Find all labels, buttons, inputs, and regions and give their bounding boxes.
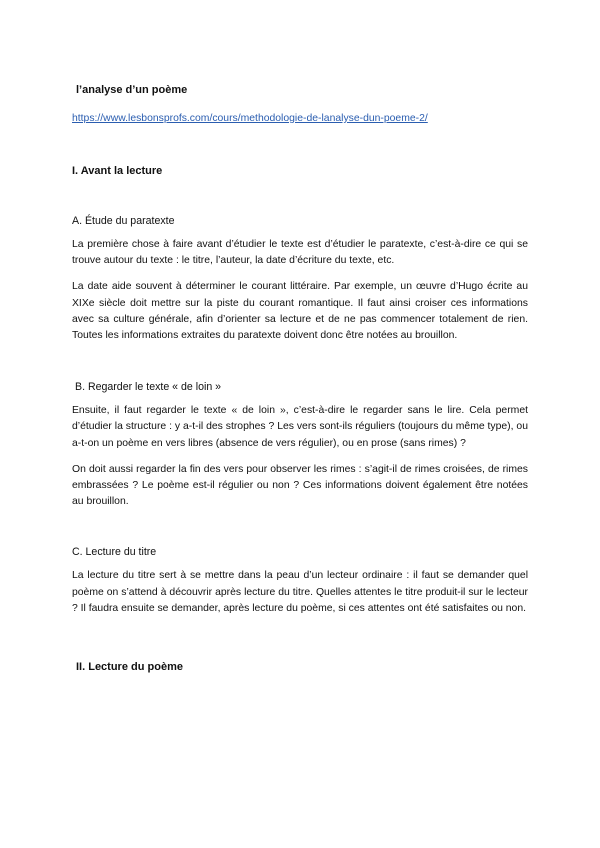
subsection-b-title: B. Regarder le texte « de loin » — [75, 381, 222, 394]
spacer — [72, 354, 528, 380]
section-1-title: I. Avant la lecture — [72, 165, 163, 177]
subsection-b-paragraph-2: On doit aussi regarder la fin des vers pour observer les rimes : s’agit-il de rimes croisées, de rimes embrassées ? Le poème est-il régulier ou non ? Ces informations doivent également être notées au brouillon. — [72, 463, 528, 508]
source-link[interactable]: https://www.lesbonsprofs.com/cours/methodologie-de-lanalyse-dun-poeme-2/ — [72, 113, 428, 124]
spacer — [72, 520, 528, 545]
document-title: l’analyse d’un poème — [76, 84, 188, 96]
subsection-c-title: C. Lecture du titre — [72, 546, 157, 559]
subsection-b-paragraph-1: Ensuite, il faut regarder le texte « de loin », c’est-à-dire le regarder sans le lire. Cela permet d’étudier la structure : y a-t-il des strophes ? Les vers sont-ils réguliers (toujours du même type), ou a-t-on un poème en vers libres (absence de vers régulier), ou en prose (sans rimes) ? — [72, 405, 528, 449]
subsection-a-paragraph-2: La date aide souvent à déterminer le courant littéraire. Par exemple, un œuvre d’Hugo écrite au XIXe siècle doit mettre sur la piste du courant romantique. Il faut ainsi croiser ces informations avec sa culture générale, afin d’orienter sa lecture et de ne pas commencer totalement de rien. Toutes les informations extraites du paratexte doivent donc être notées au brouillon. — [72, 281, 528, 342]
subsection-c-paragraph-1: La lecture du titre sert à se mettre dans la peau d’un lecteur ordinaire : il faut se demander quel poème on s’attend à découvrir après lecture du titre. Quelles attentes le titre produit-il sur le lecteur ? Il faudra ensuite se demander, après lecture du poème, si ces attentes ont été satisfaites ou non. — [72, 570, 528, 614]
spacer — [72, 627, 528, 660]
subsection-a-paragraph-1: La première chose à faire avant d’étudier le texte est d’étudier le paratexte, c’est-à-dire ce qui se trouve autour du texte : le titre, l’auteur, la date d’écriture du texte, etc. — [72, 239, 528, 267]
section-2-title: II. Lecture du poème — [76, 661, 183, 674]
document-body — [72, 83, 528, 674]
subsection-a-title: A. Étude du paratexte — [72, 215, 175, 227]
